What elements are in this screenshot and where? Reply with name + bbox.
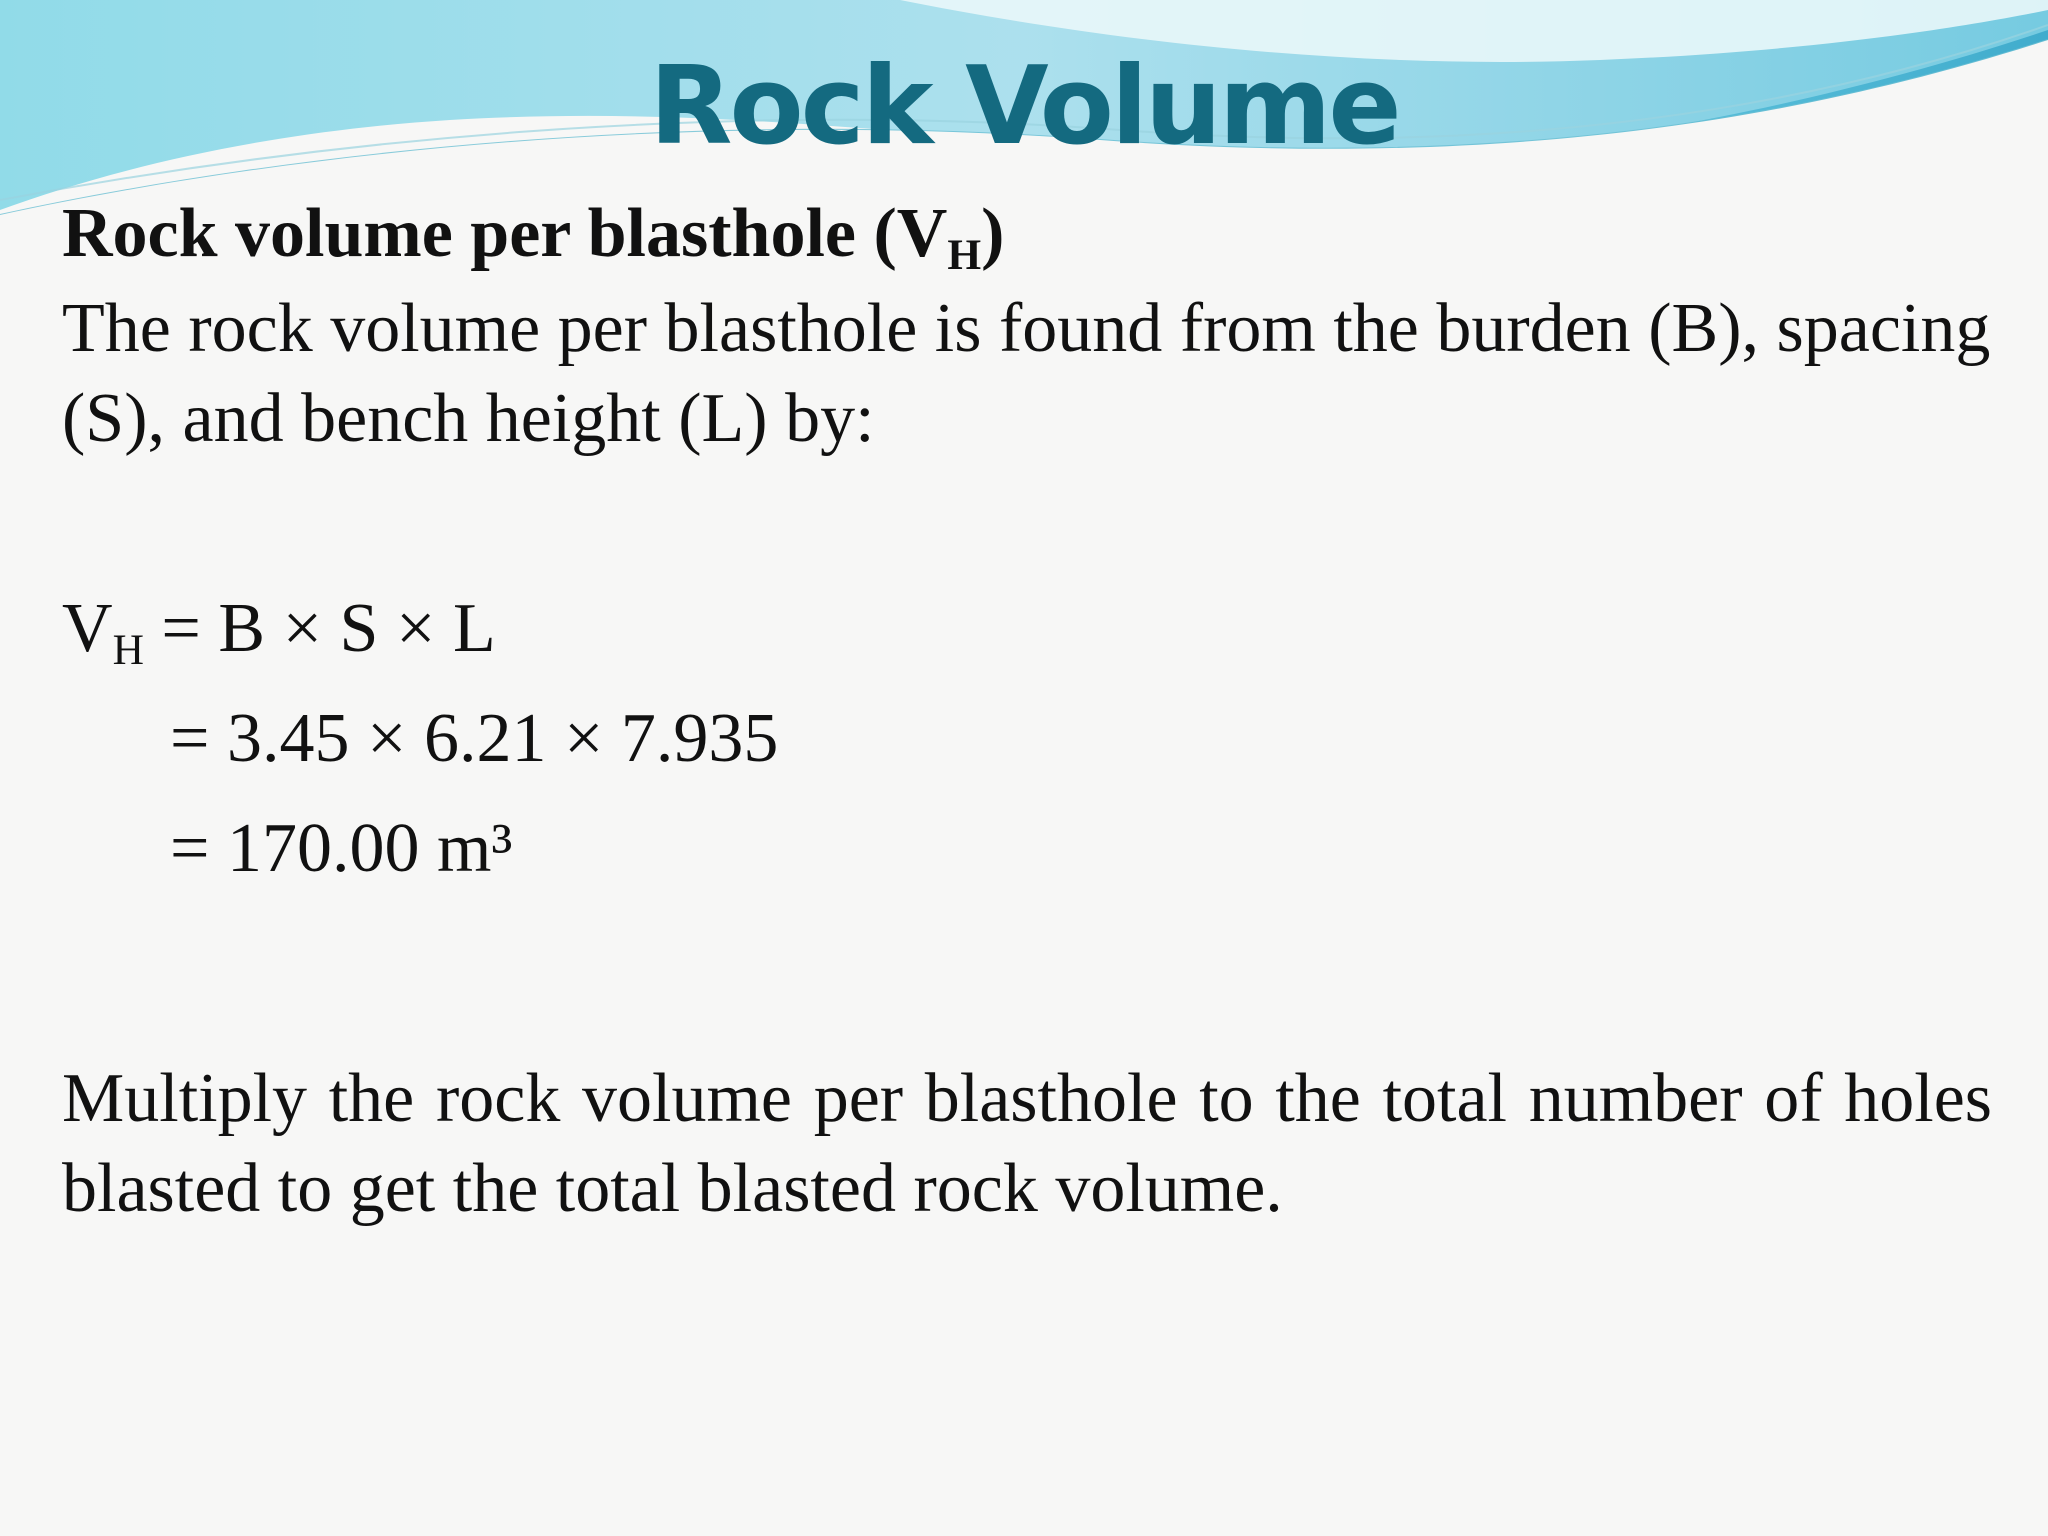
section-heading-text: Rock volume per blasthole (V	[62, 195, 948, 272]
conclusion-paragraph: Multiply the rock volume per blasthole to the total number of holes blasted to get the total blasted rock volume.	[62, 1060, 1992, 1227]
intro-paragraph: The rock volume per blasthole is found from the burden (B), spacing (S), and bench height (L) by:	[62, 290, 1991, 457]
formula-line-definition	[62, 574, 1992, 684]
slide-content	[62, 192, 1992, 1304]
section-heading-subscript: H	[947, 231, 982, 280]
formula-line-result: = 170.00 m³	[170, 810, 513, 887]
formula-rhs: = B × S × L	[161, 590, 496, 667]
page-title: Rock Volume	[649, 44, 1399, 169]
formula-block	[62, 574, 1992, 904]
formula-lhs-subscript: H	[112, 626, 144, 675]
formula-lhs-symbol: V	[62, 590, 113, 667]
section-heading-suffix: )	[981, 195, 1005, 272]
formula-line-substitution: = 3.45 × 6.21 × 7.935	[170, 700, 779, 777]
section-heading	[62, 192, 1992, 280]
